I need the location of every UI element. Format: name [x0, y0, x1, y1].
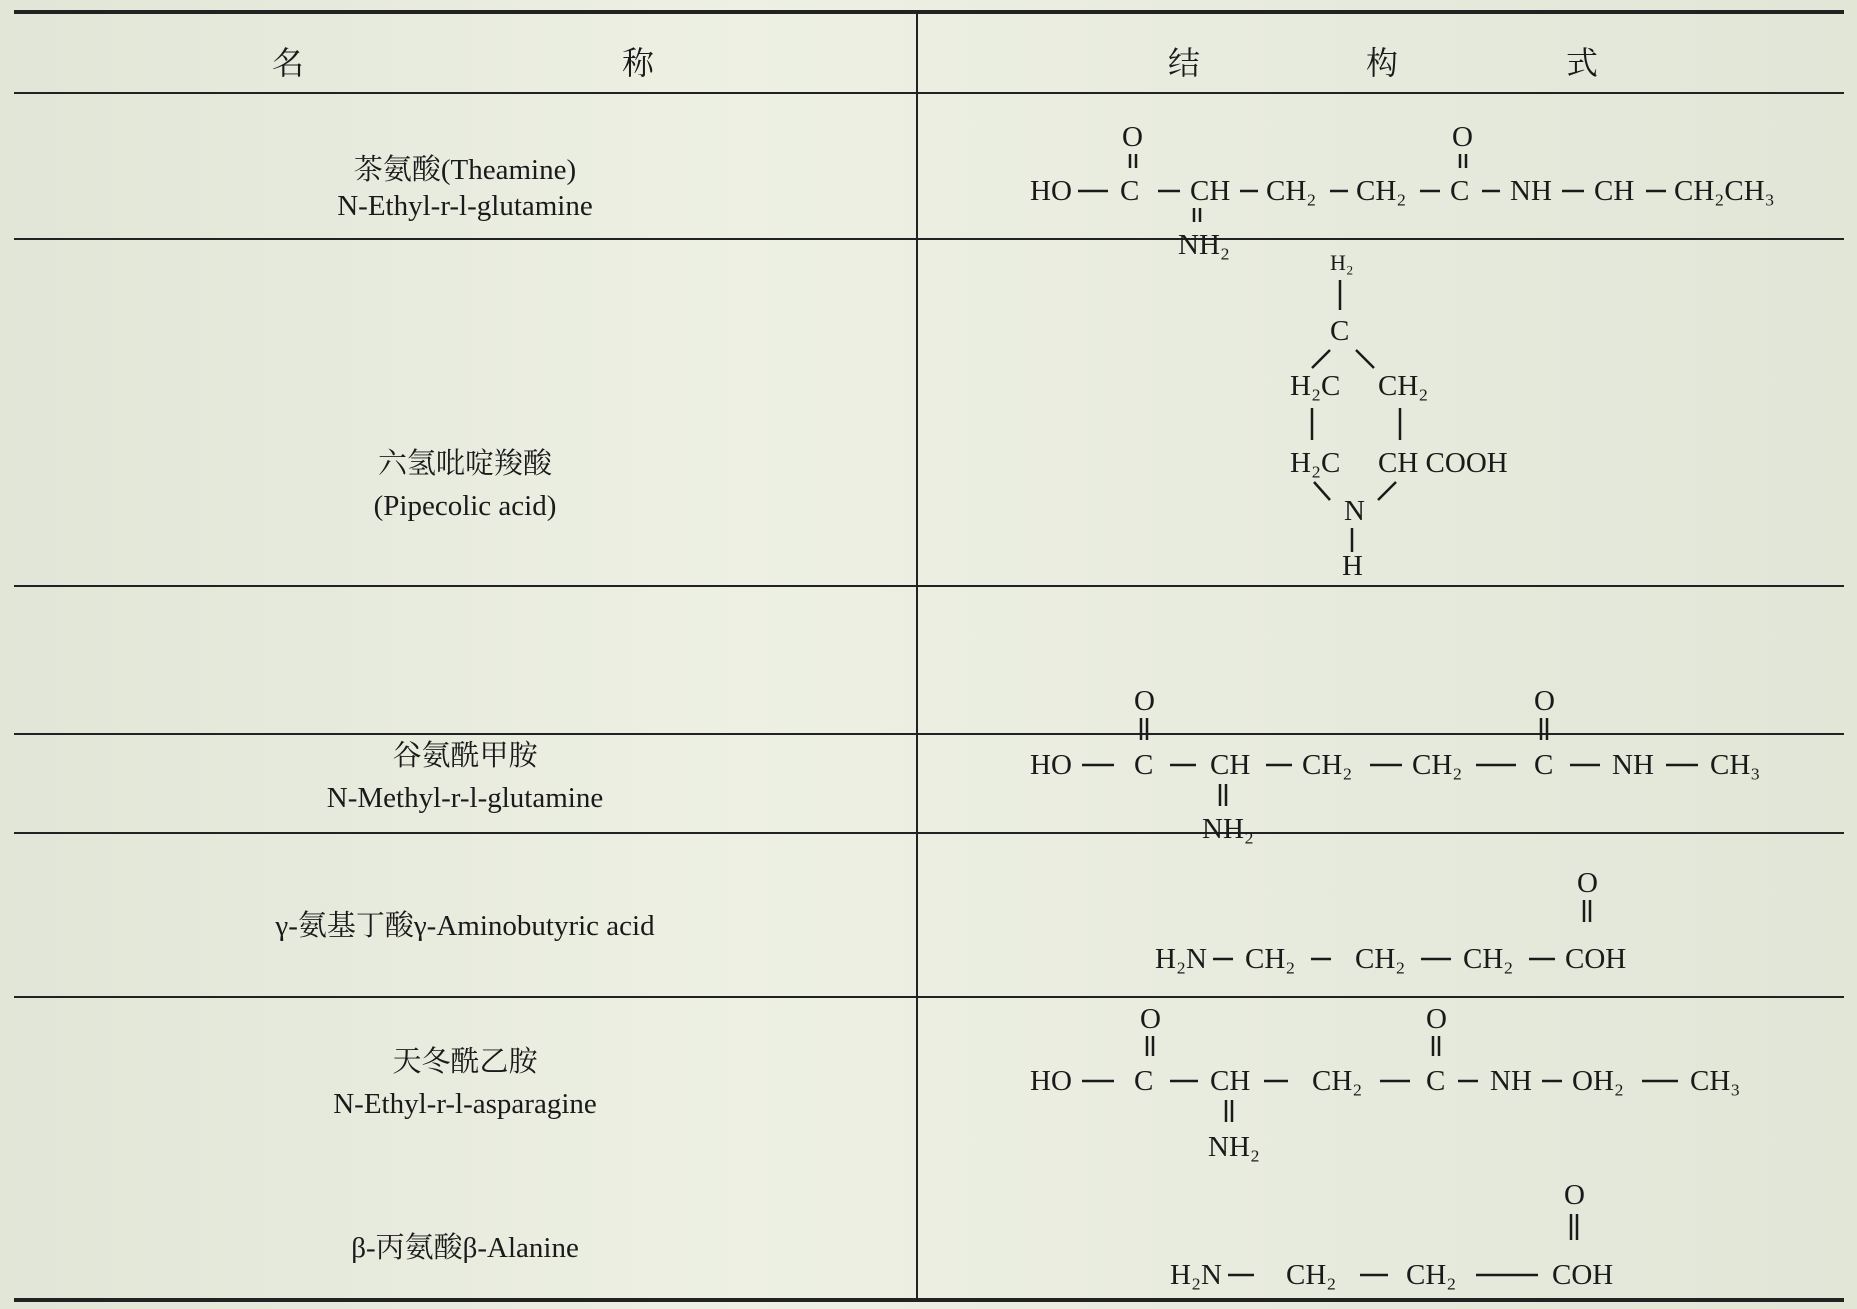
header-structure-char-1: 结 — [1168, 44, 1203, 82]
structural-formula — [1030, 685, 1810, 872]
header-name-char-1: 名 — [272, 44, 307, 82]
table-top-rule — [14, 10, 1844, 14]
compound-name-ethylasparagine — [16, 1044, 914, 1122]
column-divider — [916, 12, 918, 1302]
atom-ch3: CH₃ — [1710, 749, 1761, 781]
structure-gaba — [1155, 868, 1815, 992]
structural-formula — [1030, 1000, 1810, 1180]
atom-nh2: NH₂ — [1202, 813, 1254, 845]
atom-ho: HO — [1030, 749, 1072, 781]
row-rule — [14, 996, 1844, 998]
compound-name-pipecolic — [16, 446, 914, 524]
atom-ch2: CH₂ — [1412, 749, 1463, 781]
atom-oh2: OH₂ — [1572, 1065, 1624, 1097]
atom-ch2: CH₂ — [1266, 175, 1317, 207]
name-cn: 谷氨酰甲胺 — [392, 740, 538, 772]
atom-h2n: H₂N — [1155, 943, 1207, 975]
atom-c: C — [1330, 315, 1350, 347]
atom-c: C — [1134, 749, 1154, 781]
name-en: N-Ethyl-r-l-asparagine — [333, 1088, 597, 1120]
atom-h: H — [1342, 550, 1363, 582]
atom-o: O — [1577, 867, 1598, 899]
atom-coh: COH — [1552, 1259, 1614, 1291]
name-en: N-Methyl-r-l-glutamine — [326, 782, 604, 814]
name-cn: 六氢吡啶羧酸 — [377, 448, 552, 480]
atom-ch2ch3: CH₂CH₃ — [1674, 175, 1775, 207]
atom-ho: HO — [1030, 175, 1072, 207]
atom-ch: CH — [1594, 175, 1635, 207]
atom-ch2: CH₂ — [1378, 370, 1429, 402]
atom-h2: H₂ — [1330, 250, 1354, 275]
name-cn: 天冬酰乙胺 — [392, 1046, 538, 1078]
atom-c: C — [1450, 175, 1470, 207]
compound-name-beta-alanine — [16, 1230, 914, 1266]
structure-pipecolic — [1290, 250, 1560, 584]
atom-ch2: CH₂ — [1356, 175, 1407, 207]
name-en: (Pipecolic acid) — [373, 490, 557, 522]
atom-ch-cooh: CH COOH — [1378, 447, 1508, 479]
atom-ch2: CH₂ — [1245, 943, 1296, 975]
atom-ch2: CH₂ — [1406, 1259, 1457, 1291]
atom-coh: COH — [1565, 943, 1627, 975]
atom-ch: CH — [1210, 1065, 1251, 1097]
atom-o: O — [1134, 685, 1155, 717]
structure-beta-alanine — [1170, 1180, 1770, 1304]
atom-ch: CH — [1190, 175, 1231, 207]
structural-formula — [1170, 1180, 1770, 1300]
structural-formula — [1155, 868, 1815, 988]
atom-nh2: NH₂ — [1208, 1131, 1260, 1163]
atom-nh: NH — [1510, 175, 1552, 207]
header-name-char-2: 称 — [622, 44, 657, 82]
name-cn: 茶氨酸(Theamine) — [353, 154, 577, 186]
atom-ch2: CH₂ — [1463, 943, 1514, 975]
compound-name-methylglutamine — [16, 738, 914, 816]
header-rule — [14, 92, 1844, 94]
header-structure-char-2: 构 — [1366, 44, 1401, 82]
structure-ethylasparagine — [1030, 1000, 1810, 1184]
atom-o: O — [1452, 121, 1473, 153]
atom-o: O — [1564, 1179, 1585, 1211]
atom-n: N — [1344, 495, 1365, 527]
atom-nh: NH — [1612, 749, 1654, 781]
atom-nh: NH — [1490, 1065, 1532, 1097]
compound-name-gaba — [16, 908, 914, 944]
atom-o: O — [1426, 1003, 1447, 1035]
atom-h2n: H₂N — [1170, 1259, 1222, 1291]
atom-nh2: NH₂ — [1178, 229, 1230, 261]
atom-ch3: CH₃ — [1690, 1065, 1741, 1097]
atom-c: C — [1534, 749, 1554, 781]
atom-o: O — [1122, 121, 1143, 153]
structural-formula — [1290, 250, 1560, 582]
name-en: N-Ethyl-r-l-glutamine — [337, 190, 593, 222]
atom-ch2: CH₂ — [1355, 943, 1406, 975]
compound-name-theamine — [16, 152, 914, 224]
atom-h2c: H₂C — [1290, 370, 1341, 402]
atom-c: C — [1426, 1065, 1446, 1097]
atom-ch2: CH₂ — [1286, 1259, 1337, 1291]
atom-c: C — [1120, 175, 1140, 207]
atom-ch2: CH₂ — [1312, 1065, 1363, 1097]
atom-ch: CH — [1210, 749, 1251, 781]
atom-ho: HO — [1030, 1065, 1072, 1097]
structural-formula — [1030, 120, 1810, 270]
structure-methylglutamine — [1030, 685, 1810, 876]
row-rule — [14, 585, 1844, 587]
header-structure-char-3: 式 — [1566, 44, 1601, 82]
name-cn: β-丙氨酸β-Alanine — [351, 1232, 579, 1264]
atom-h2c: H₂C — [1290, 447, 1341, 479]
name-cn: γ-氨基丁酸γ-Aminobutyric acid — [275, 910, 655, 942]
atom-o: O — [1534, 685, 1555, 717]
atom-o: O — [1140, 1003, 1161, 1035]
atom-ch2: CH₂ — [1302, 749, 1353, 781]
atom-c: C — [1134, 1065, 1154, 1097]
